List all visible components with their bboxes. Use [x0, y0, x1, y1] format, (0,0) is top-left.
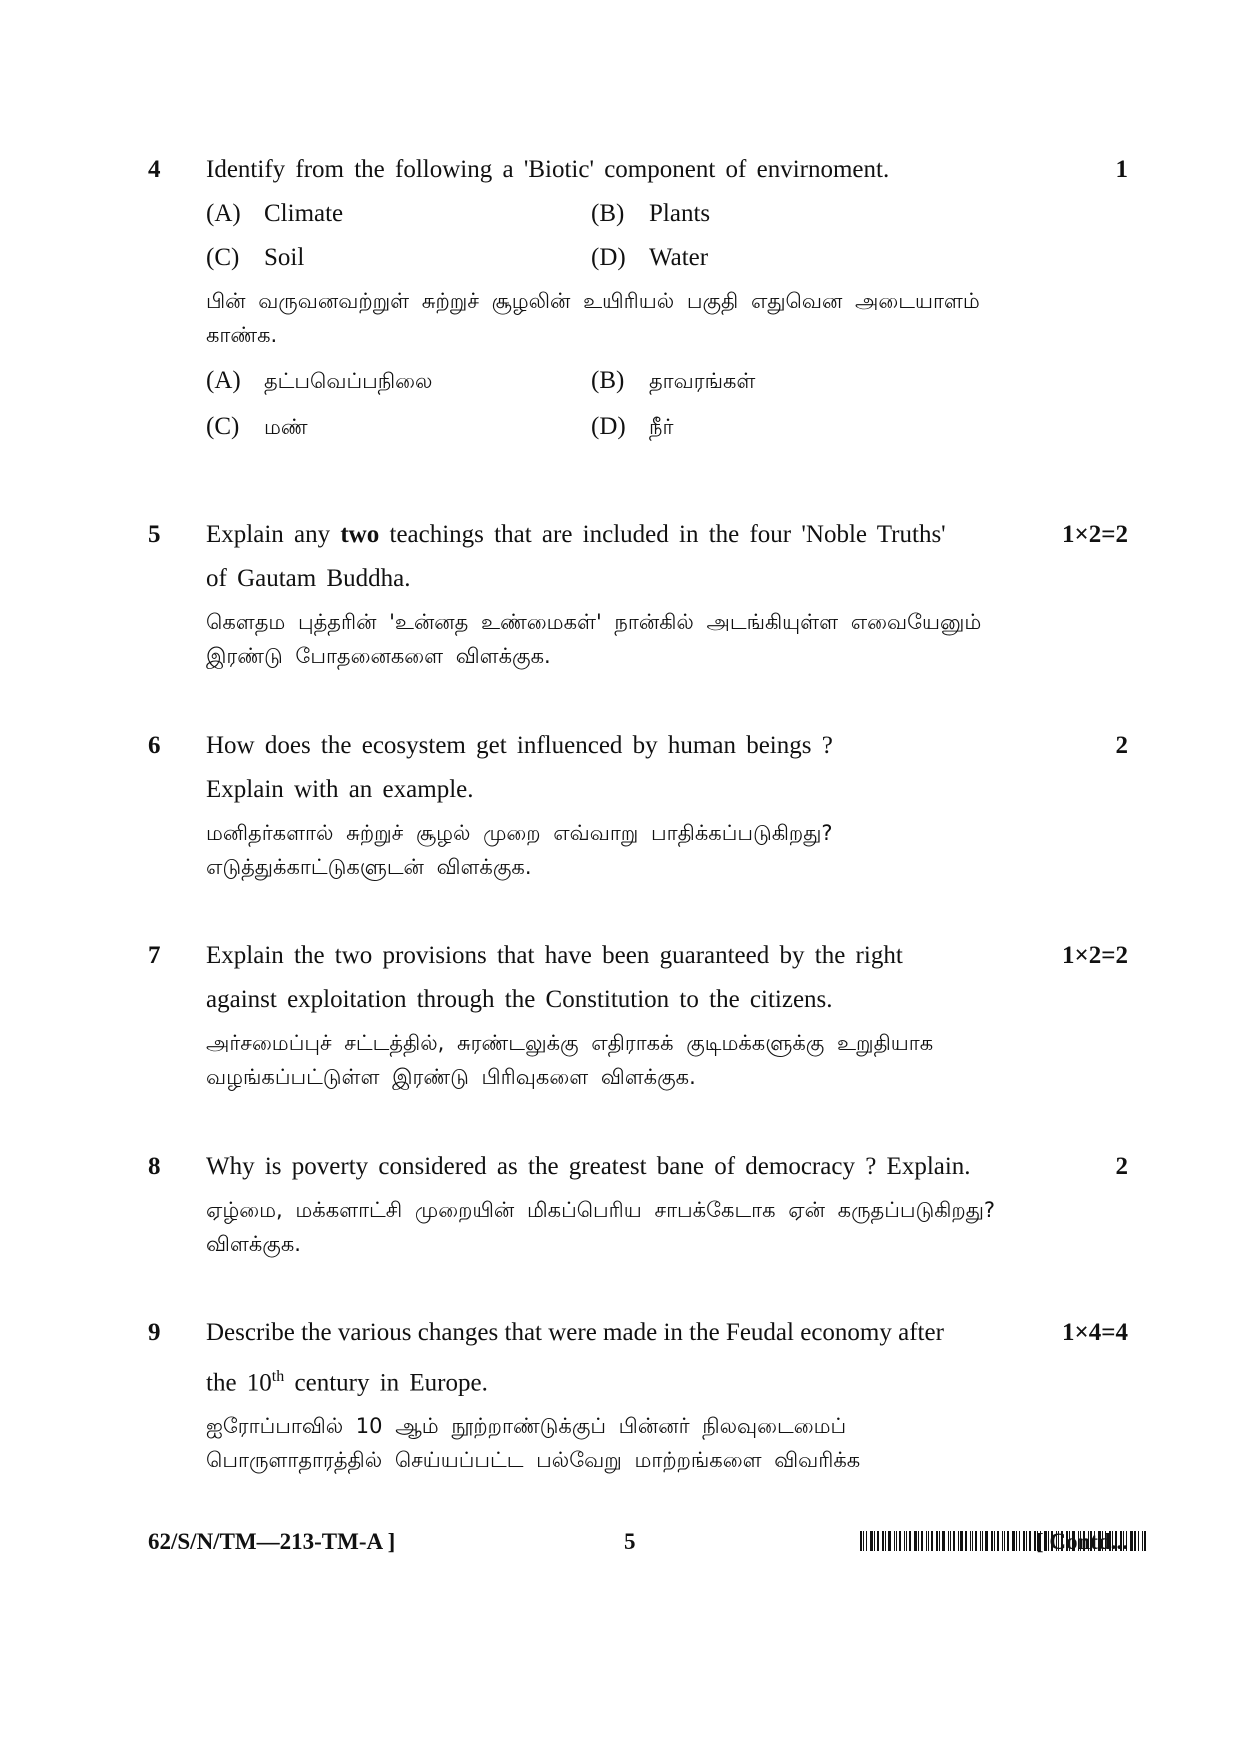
barcode-bar — [926, 1531, 927, 1551]
barcode-bar — [1007, 1531, 1009, 1551]
option-a-ta — [206, 358, 591, 404]
barcode-bar — [931, 1531, 933, 1551]
option-label: (A) — [206, 200, 241, 227]
ta-line: கௌதம புத்தரின் 'உன்னத உண்மைகள்' நான்கில் அடங்கியுள்ள எவையேனும் — [206, 610, 982, 634]
ta-line: மனிதர்களால் சுற்றுச் சூழல் முறை எவ்வாறு பாதிக்கப்படுகிறது? — [206, 821, 833, 845]
barcode-bar — [874, 1531, 875, 1551]
barcode-bar — [972, 1531, 973, 1551]
option-label: (D) — [591, 244, 626, 271]
barcode-bar — [918, 1531, 919, 1551]
barcode-bar — [950, 1531, 951, 1551]
barcode-bar — [1134, 1531, 1136, 1551]
ta-line: ஏழ்மை, மக்களாட்சி முறையின் மிகப்பெரிய சாபக்கேடாக ஏன் கருதப்படுகிறது? — [206, 1198, 996, 1222]
option-label: (C) — [206, 244, 240, 271]
barcode-bar — [982, 1531, 983, 1551]
continued-label: [ Contd... — [1035, 1529, 1128, 1554]
ta-line: பின் வருவனவற்றுள் சுற்றுச் சூழலின் உயிரியல் பகுதி எதுவென அடையாளம் — [206, 289, 980, 313]
question-text-ta — [206, 1409, 1026, 1477]
text-run: century in Europe. — [284, 1369, 488, 1397]
barcode-bar — [965, 1531, 967, 1551]
barcode-bar — [885, 1531, 886, 1551]
question-text-ta — [206, 605, 1026, 673]
barcode-bar — [994, 1531, 995, 1551]
barcode-bar — [877, 1531, 879, 1551]
question-marks: 2 — [1115, 1153, 1128, 1180]
barcode-bar — [914, 1531, 917, 1551]
option-text: Climate — [264, 200, 344, 227]
barcode-bar — [1012, 1531, 1015, 1551]
option-label: (C) — [206, 413, 240, 440]
barcode-bar — [906, 1531, 907, 1551]
emphasis-text: two — [340, 521, 380, 548]
option-label: (A) — [206, 367, 241, 394]
options-ta — [206, 358, 1026, 450]
barcode-bar — [860, 1531, 862, 1551]
ta-line: வழங்கப்பட்டுள்ள இரண்டு பிரிவுகளை விளக்குக. — [206, 1065, 696, 1089]
question-text-en — [206, 513, 1026, 557]
question-number: 7 — [148, 942, 161, 969]
question-text-en: Explain the two provisions that have been guaranteed by the right — [206, 942, 903, 969]
option-label: (D) — [591, 413, 626, 440]
text-run: teachings that are included in the four 'Noble Truths' — [379, 521, 946, 548]
barcode-bar — [1002, 1531, 1003, 1551]
option-d-ta — [591, 404, 976, 450]
barcode-bar — [1016, 1531, 1017, 1551]
barcode-bar — [1130, 1531, 1133, 1551]
question-text-ta — [206, 816, 1026, 884]
option-b-ta — [591, 358, 976, 404]
barcode-bar — [953, 1531, 955, 1551]
barcode-bar — [939, 1531, 940, 1551]
option-text: தாவரங்கள் — [649, 369, 756, 393]
barcode-bar — [997, 1531, 999, 1551]
question-text-en: Why is poverty considered as the greatest bane of democracy ? Explain. — [206, 1153, 971, 1180]
barcode-bar — [1138, 1531, 1139, 1551]
barcode-bar — [1023, 1531, 1025, 1551]
barcode-bar — [866, 1531, 867, 1551]
question-text-en: of Gautam Buddha. — [206, 565, 411, 592]
superscript: th — [271, 1368, 285, 1385]
question-body — [206, 1311, 1026, 1477]
barcode-bar — [942, 1531, 945, 1551]
question-number: 9 — [148, 1319, 161, 1346]
barcode-bar — [870, 1531, 873, 1551]
question-marks: 1 — [1115, 156, 1128, 183]
option-text: Plants — [649, 200, 711, 227]
question-marks: 1×2=2 — [1062, 521, 1128, 548]
barcode-bar — [1019, 1531, 1020, 1551]
barcode-bar — [899, 1531, 901, 1551]
option-c-ta — [206, 404, 591, 450]
barcode-bar — [948, 1531, 949, 1551]
option-b-en — [591, 192, 976, 236]
question-text-en: Explain with an example. — [206, 776, 474, 803]
barcode-bar — [1142, 1531, 1143, 1551]
question-text-en: How does the ecosystem get influenced by human beings ? — [206, 732, 833, 759]
option-text: Water — [649, 244, 709, 271]
barcode-bar — [928, 1531, 929, 1551]
text-run: the 10 — [206, 1369, 272, 1397]
ta-line: காண்க. — [206, 323, 278, 347]
barcode-bar — [909, 1531, 911, 1551]
ta-line: இரண்டு போதனைகளை விளக்குக. — [206, 644, 551, 668]
page-number: 5 — [624, 1529, 636, 1554]
page-footer — [148, 1522, 1128, 1562]
barcode-bar — [894, 1531, 895, 1551]
paper-code: 62/S/N/TM—213-TM-A ] — [148, 1529, 396, 1554]
barcode-bar — [960, 1531, 963, 1551]
option-a-en — [206, 192, 591, 236]
ta-line: எடுத்துக்காட்டுகளுடன் விளக்குக. — [206, 855, 532, 879]
barcode-bar — [985, 1531, 988, 1551]
question-text-en: against exploitation through the Constitution to the citizens. — [206, 986, 833, 1013]
question-number: 8 — [148, 1153, 161, 1180]
ta-line: விளக்குக. — [206, 1232, 301, 1256]
barcode-bar — [904, 1531, 905, 1551]
option-text: மண் — [264, 415, 308, 439]
option-c-en — [206, 236, 591, 280]
option-text: Soil — [264, 244, 305, 271]
question-marks: 1×2=2 — [1062, 942, 1128, 969]
barcode-bar — [921, 1531, 923, 1551]
barcode-bar — [991, 1531, 993, 1551]
question-text-ta — [206, 284, 1026, 352]
ta-line: பொருளாதாரத்தில் செய்யப்பட்ட பல்வேறு மாற்றங்களை விவரிக்க — [206, 1448, 861, 1473]
options-en — [206, 192, 1026, 280]
question-body — [206, 513, 1026, 673]
question-body — [206, 1145, 1026, 1261]
barcode-bar — [970, 1531, 971, 1551]
ta-line: அர்சமைப்புச் சட்டத்தில், சுரண்டலுக்கு எதிராகக் குடிமக்களுக்கு உறுதியாக — [206, 1031, 934, 1055]
question-text-en — [206, 1355, 1026, 1405]
question-body — [206, 934, 1026, 1094]
barcode-bar — [1004, 1531, 1005, 1551]
option-d-en — [591, 236, 976, 280]
text-run: Explain any — [206, 521, 341, 548]
ta-line: ஐரோப்பாவில் 10 ஆம் நூற்றாண்டுக்குப் பின்னர் நிலவுடைமைப் — [206, 1414, 847, 1439]
option-text: தட்பவெப்பநிலை — [264, 369, 433, 393]
question-number: 5 — [148, 521, 161, 548]
barcode-bar — [1144, 1531, 1146, 1551]
barcode-bar — [958, 1531, 959, 1551]
barcode-bar — [1029, 1531, 1031, 1551]
option-text: நீர் — [649, 415, 674, 439]
option-label: (B) — [591, 367, 625, 394]
question-text-ta — [206, 1026, 1026, 1094]
question-text-ta — [206, 1193, 1026, 1261]
question-marks: 1×4=4 — [1062, 1319, 1128, 1346]
barcode-bar — [936, 1531, 938, 1551]
question-marks: 2 — [1115, 732, 1128, 759]
barcode-bar — [896, 1531, 897, 1551]
question-number: 4 — [148, 156, 161, 183]
barcode-bar — [888, 1531, 891, 1551]
barcode-bar — [882, 1531, 884, 1551]
question-body — [206, 724, 1026, 884]
question-body — [206, 148, 1026, 450]
barcode-bar — [1026, 1531, 1027, 1551]
option-label: (B) — [591, 200, 625, 227]
question-number: 6 — [148, 732, 161, 759]
barcode-bar — [980, 1531, 981, 1551]
barcode-bar — [975, 1531, 977, 1551]
question-text-en: Describe the various changes that were made in the Feudal economy after — [206, 1319, 944, 1346]
question-text-en: Identify from the following a 'Biotic' component of envirnoment. — [206, 156, 890, 183]
barcode-bar — [863, 1531, 864, 1551]
